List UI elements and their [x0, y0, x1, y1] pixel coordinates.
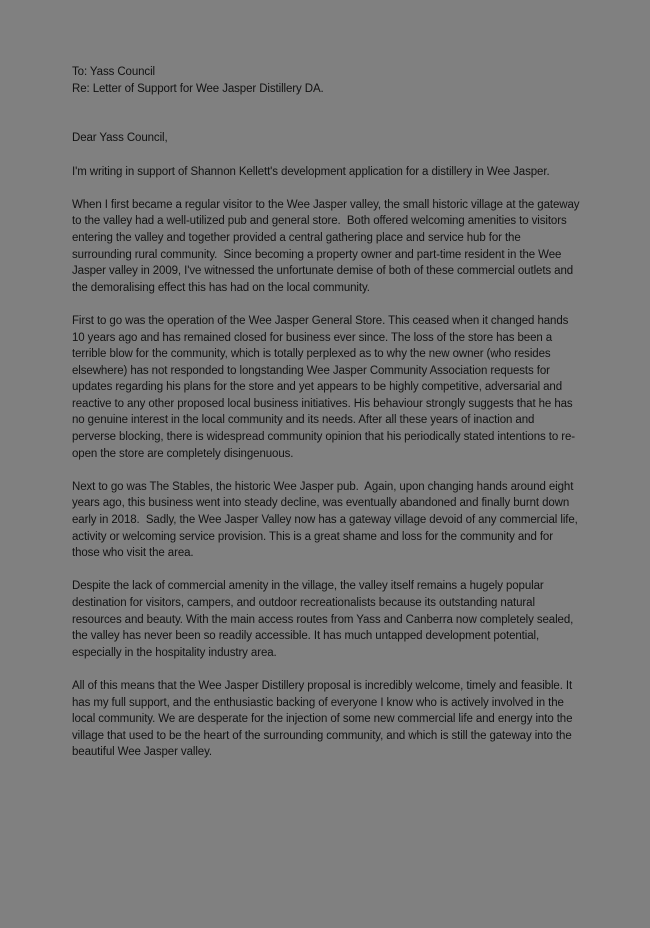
paragraph-general-store: First to go was the operation of the Wee Jasper General Store. This ceased when it changed hands 10 years ago and has remained closed for business ever since. The loss of the store has been a terrible blow for the community, which is totally perplexed as to why the new owner (who resides elsewhere) has not responded to longstanding Wee Jasper Community Association requests for updates regarding his plans for the store and yet appears to be highly competitive, adversarial and reactive to any other proposed local business initiatives. His behaviour strongly suggests that he has no genuine interest in the local community and its needs. After all these years of inaction and perverse blocking, there is widespread community opinion that his periodically stated intentions to re-open the store are completely disingenuous.	[72, 314, 576, 460]
header-line-re: Re: Letter of Support for Wee Jasper Distillery DA.	[72, 82, 324, 95]
header-line-to: To: Yass Council	[72, 66, 155, 78]
paragraph-stables-pub: Next to go was The Stables, the historic Wee Jasper pub. Again, upon changing hands around eight years ago, this business went into steady decline, was eventually abandoned and finally burnt down early in 2018. Sadly, the Wee Jasper Valley now has a gateway village devoid of any commercial life, activity or welcoming service provision. This is a great shame and loss for the community and for those who visit the area.	[72, 480, 581, 560]
salutation: Dear Yass Council,	[72, 132, 168, 145]
paragraph-conclusion: All of this means that the Wee Jasper Distillery proposal is incredibly welcome, timely and feasible. It has my full support, and the enthusiastic backing of everyone I know who is actively involved in the local community. We are desperate for the injection of some new commercial life and energy into the village that used to be the heart of the surrounding community, and which is still the gateway into the beautiful Wee Jasper valley.	[72, 679, 576, 759]
paragraph-valley-potential: Despite the lack of commercial amenity in the village, the valley itself remains a hugely popular destination for visitors, campers, and outdoor recreationalists because its outstanding natural resources and beauty. With the main access routes from Yass and Canberra now completely sealed, the valley has never been so readily accessible. It has much untapped development potential, especially in the hospitality industry area.	[72, 580, 577, 659]
paragraph-history: When I first became a regular visitor to the Wee Jasper valley, the small historic village at the gateway to the valley had a well-utilized pub and general store. Both offered welcoming amenities to visitors entering the valley and together provided a central gathering place and service hub for the surrounding rural community. Since becoming a property owner and part-time resident in the Wee Jasper valley in 2009, I've witnessed the unfortunate demise of both of these commercial outlets and the demoralising effect this has had on the local community.	[72, 198, 583, 294]
letter-header	[72, 64, 581, 97]
paragraph-intro: I'm writing in support of Shannon Kellett's development application for a distillery in Wee Jasper.	[72, 165, 550, 178]
